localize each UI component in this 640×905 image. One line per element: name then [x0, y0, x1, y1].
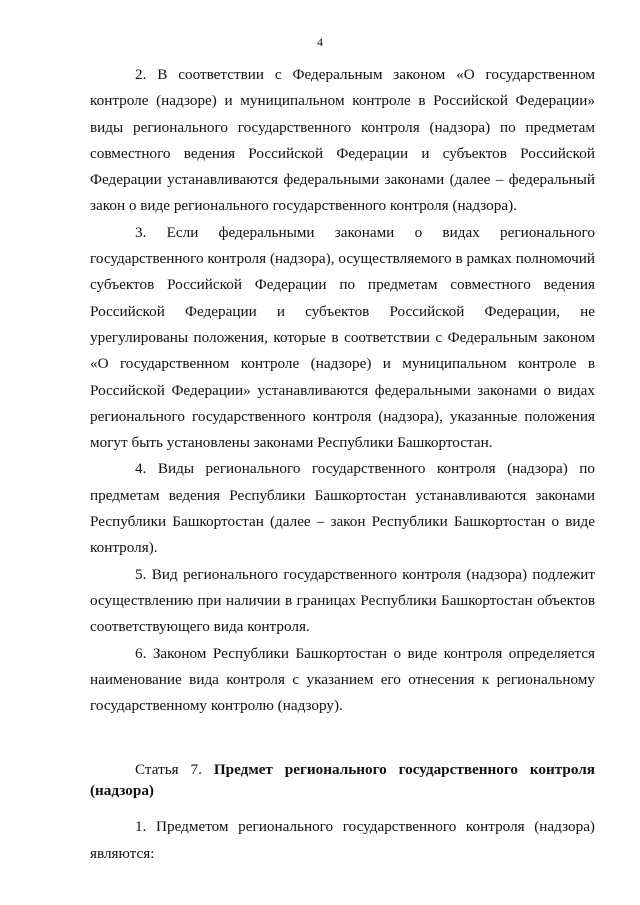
paragraph-3: 3. Если федеральными законами о видах регионального государственного контроля (надзора), осуществляемого в рамках полномочий субъектов Российской Федерации по предметам совместного ведения Российской Федерации и субъектов Российской Федерации, не урегулированы положения, которые в соответствии с Федеральным законом «О государственном контроле (надзоре) и муниципальном контроле в Российской Федерации» устанавливаются федеральными законами о видах регионального государственного контроля (надзора), указанные положения могут быть установлены законами Республики Башкортостан. [90, 223, 595, 452]
paragraph-5: 5. Вид регионального государственного контроля (надзора) подлежит осуществлению при наличии в границах Республики Башкортостан объектов соответствующего вида контроля. [90, 565, 595, 636]
article-label: Статья 7. [135, 761, 202, 779]
document-body [90, 62, 595, 867]
page-number: 4 [317, 35, 323, 49]
paragraph-4: 4. Виды регионального государственного контроля (надзора) по предметам ведения Республики Башкортостан устанавливаются законами Республики Башкортостан (далее – закон Республики Башкортостан о виде контроля). [90, 460, 595, 557]
paragraph-6: 6. Законом Республики Башкортостан о виде контроля определяется наименование вида контроля с указанием его отнесения к региональному государственному контролю (надзору). [90, 644, 595, 715]
paragraph-2: 2. В соответствии с Федеральным законом «О государственном контроле (надзоре) и муниципальном контроле в Российской Федерации» виды регионального государственного контроля (надзора) по предметам совместного ведения Российской Федерации и субъектов Российской Федерации устанавливаются федеральными законами (далее – федеральный закон о виде регионального государственного контроля (надзора). [90, 66, 595, 215]
article-paragraph-1: 1. Предметом регионального государственного контроля (надзора) являются: [90, 818, 595, 862]
article-title: Предмет регионального государственного контроля (надзора) [90, 761, 595, 800]
article-heading [90, 759, 595, 801]
